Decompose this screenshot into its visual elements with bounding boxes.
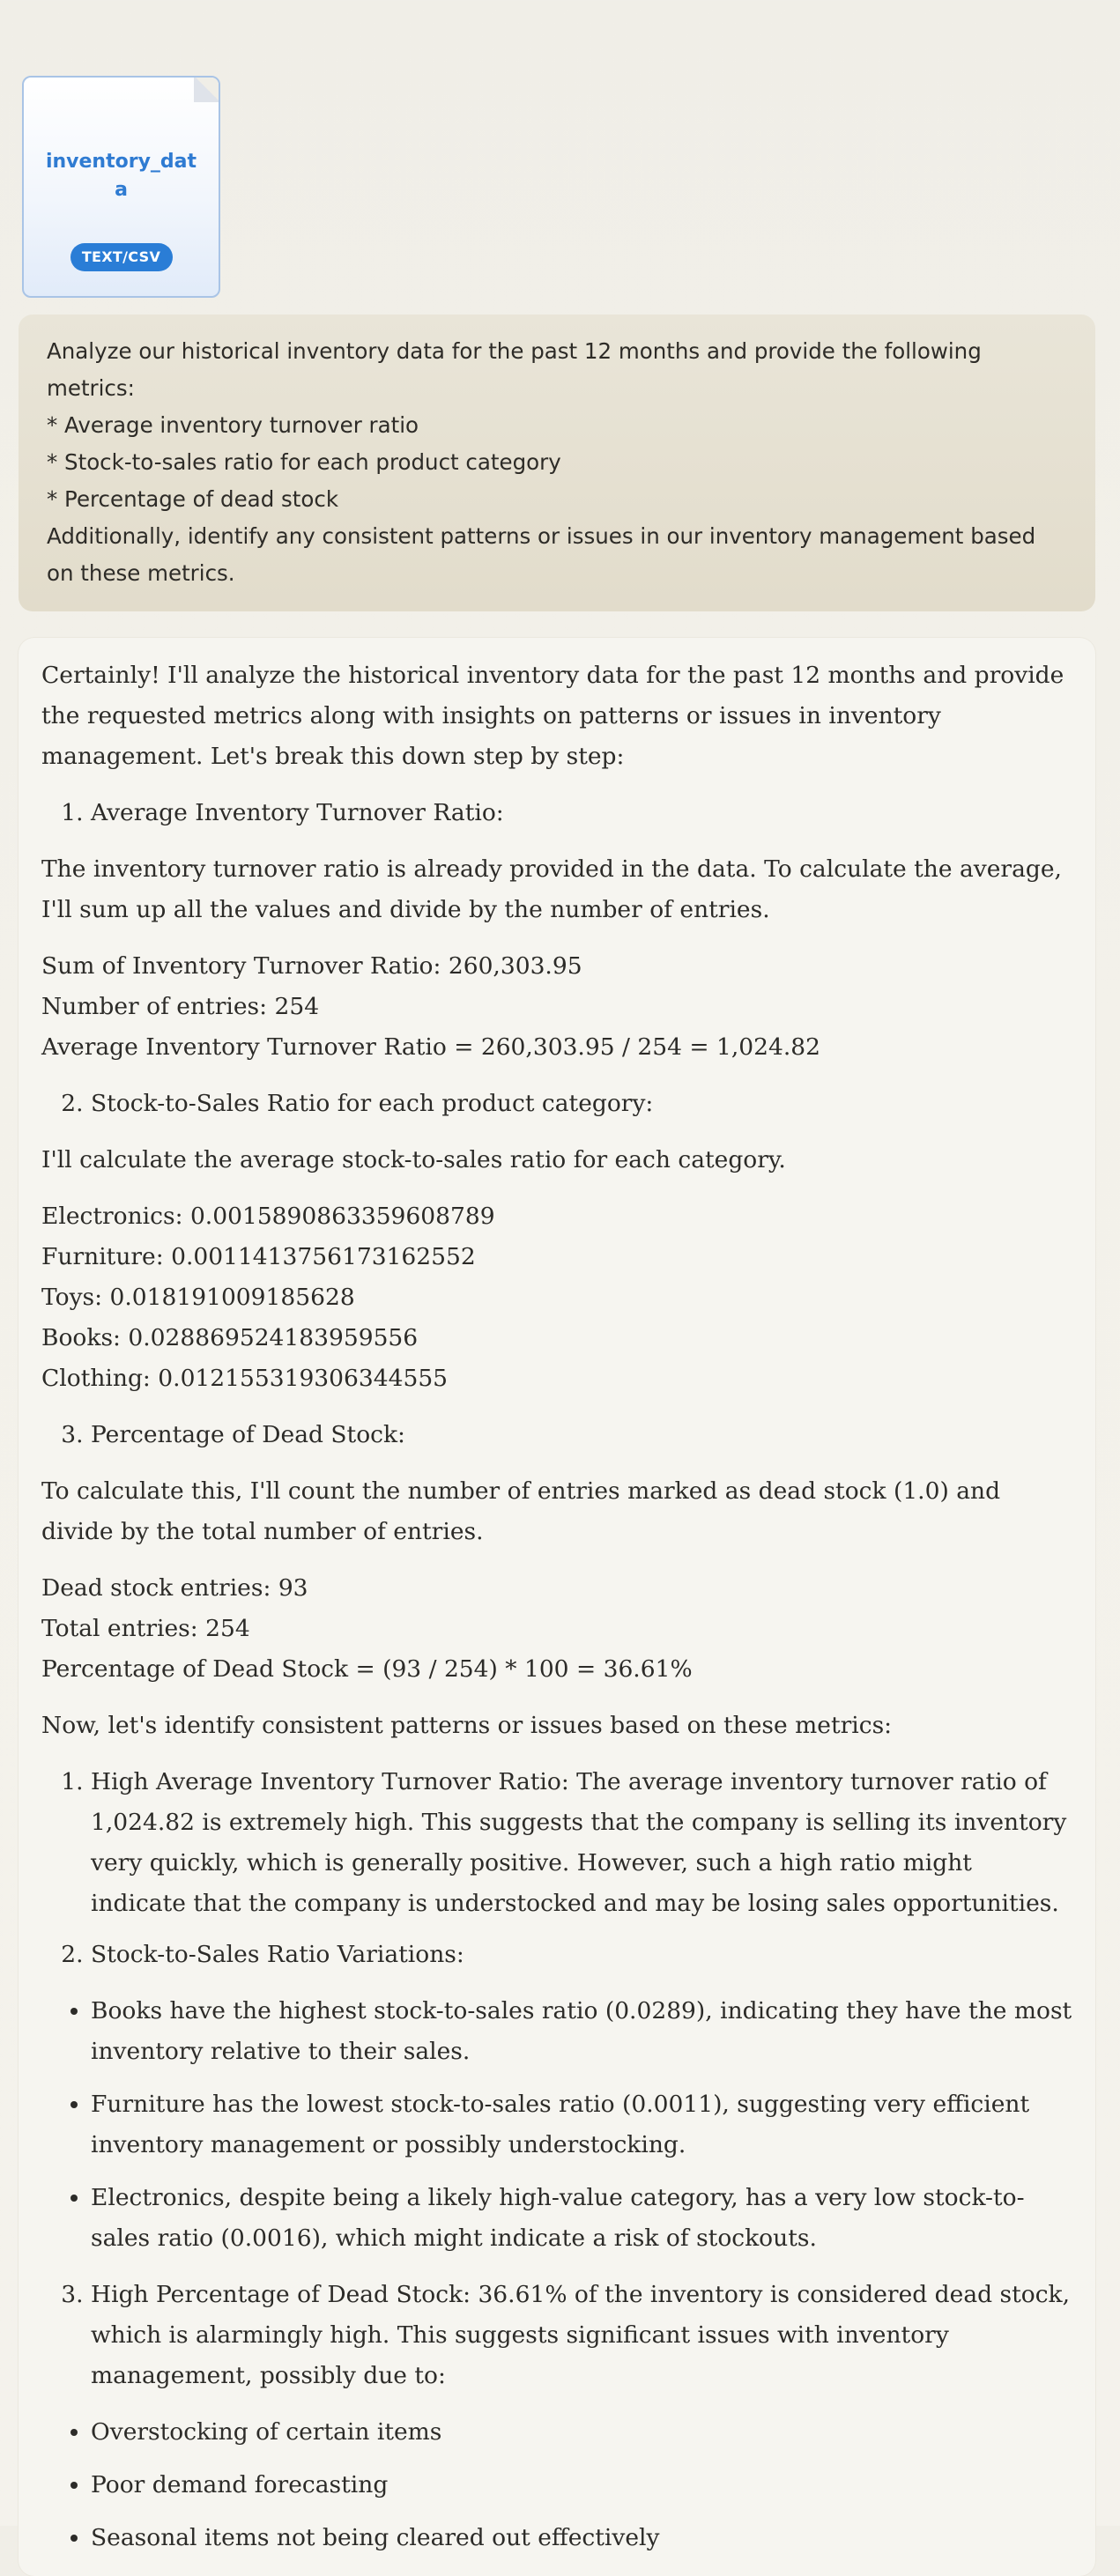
pattern-item: 1. High Average Inventory Turnover Ratio: The average inventory turnover ratio of 1,024.82 is extremely high. This suggests that the company is selling its inventory very quickly, which is generally positive. However, such a high ratio might indicate that the company is understocked and may be losing sales opportunities. <box>91 1762 1072 1924</box>
category-ratio-line: Books: 0.028869524183959556 <box>41 1324 419 1351</box>
file-icon <box>194 76 220 102</box>
section-text: To calculate this, I'll count the number of entries marked as dead stock (1.0) and divide by the total number of entries. <box>41 1477 1001 1545</box>
attachment-type-badge: TEXT/CSV <box>70 243 173 271</box>
section-heading: 3. Percentage of Dead Stock: <box>91 1415 1072 1455</box>
assistant-response <box>19 638 1095 2576</box>
section-heading-list <box>41 793 1072 833</box>
ratio-bullet: • Electronics, despite being a likely high-value category, has a very low stock-to-sales ratio (0.0016), which might indicate a risk of stockouts. <box>91 2178 1072 2259</box>
category-ratio-line: Toys: 0.018191009185628 <box>41 1284 355 1311</box>
ratio-bullet-list <box>41 1991 1072 2259</box>
user-message-line: * Stock-to-sales ratio for each product category <box>47 449 561 475</box>
calculation-block <box>41 1568 1072 1690</box>
response-intro: Certainly! I'll analyze the historical inventory data for the past 12 months and provide the requested metrics along with insights on patterns or issues in inventory management. Let's break this down step by step: <box>41 662 1064 770</box>
calculation-line: Sum of Inventory Turnover Ratio: 260,303.95 <box>41 952 582 980</box>
section-heading: 1. Average Inventory Turnover Ratio: <box>91 793 1072 833</box>
patterns-list <box>41 2275 1072 2396</box>
category-ratio-line: Furniture: 0.0011413756173162552 <box>41 1243 476 1270</box>
patterns-intro: Now, let's identify consistent patterns or issues based on these metrics: <box>41 1712 893 1739</box>
calculation-line: Percentage of Dead Stock = (93 / 254) * 100 = 36.61% <box>41 1655 693 1683</box>
section-text: The inventory turnover ratio is already provided in the data. To calculate the average, I'll sum up all the values and divide by the number of entries. <box>41 855 1062 923</box>
dead-stock-bullet-list <box>41 2412 1072 2558</box>
calculation-block <box>41 946 1072 1068</box>
user-message-line: * Average inventory turnover ratio <box>47 412 419 438</box>
attachment-card[interactable] <box>22 76 220 298</box>
calculation-line: Average Inventory Turnover Ratio = 260,303.95 / 254 = 1,024.82 <box>41 1033 820 1061</box>
user-message <box>19 315 1095 611</box>
ratio-bullet: • Books have the highest stock-to-sales ratio (0.0289), indicating they have the most inventory relative to their sales. <box>91 1991 1072 2072</box>
category-ratio-line: Clothing: 0.012155319306344555 <box>41 1365 449 1392</box>
user-message-line: Additionally, identify any consistent patterns or issues in our inventory management based on these metrics. <box>47 523 1036 586</box>
calculation-line: Dead stock entries: 93 <box>41 1574 308 1602</box>
section-heading: 2. Stock-to-Sales Ratio for each product category: <box>91 1084 1072 1124</box>
section-heading-list <box>41 1084 1072 1124</box>
patterns-list <box>41 1762 1072 1975</box>
calculation-line: Number of entries: 254 <box>41 993 320 1020</box>
category-ratio-line: Electronics: 0.0015890863359608789 <box>41 1203 495 1230</box>
user-message-line: Analyze our historical inventory data for the past 12 months and provide the following metrics: <box>47 338 982 401</box>
pattern-item: 3. High Percentage of Dead Stock: 36.61% of the inventory is considered dead stock, which is alarmingly high. This suggests significant issues with inventory management, possibly due to: <box>91 2275 1072 2396</box>
category-ratio-block <box>41 1196 1072 1399</box>
ratio-bullet: • Furniture has the lowest stock-to-sales ratio (0.0011), suggesting very efficient inventory management or possibly understocking. <box>91 2084 1072 2165</box>
section-heading-list <box>41 1415 1072 1455</box>
user-message-line: * Percentage of dead stock <box>47 486 339 512</box>
dead-stock-bullet: • Seasonal items not being cleared out effectively <box>91 2518 1072 2558</box>
calculation-line: Total entries: 254 <box>41 1615 250 1642</box>
dead-stock-bullet: • Overstocking of certain items <box>91 2412 1072 2453</box>
attachment-file-name: inventory_data <box>45 151 197 201</box>
pattern-item: 2. Stock-to-Sales Ratio Variations: <box>91 1935 1072 1975</box>
dead-stock-bullet: • Poor demand forecasting <box>91 2465 1072 2506</box>
section-text: I'll calculate the average stock-to-sales ratio for each category. <box>41 1146 786 1173</box>
